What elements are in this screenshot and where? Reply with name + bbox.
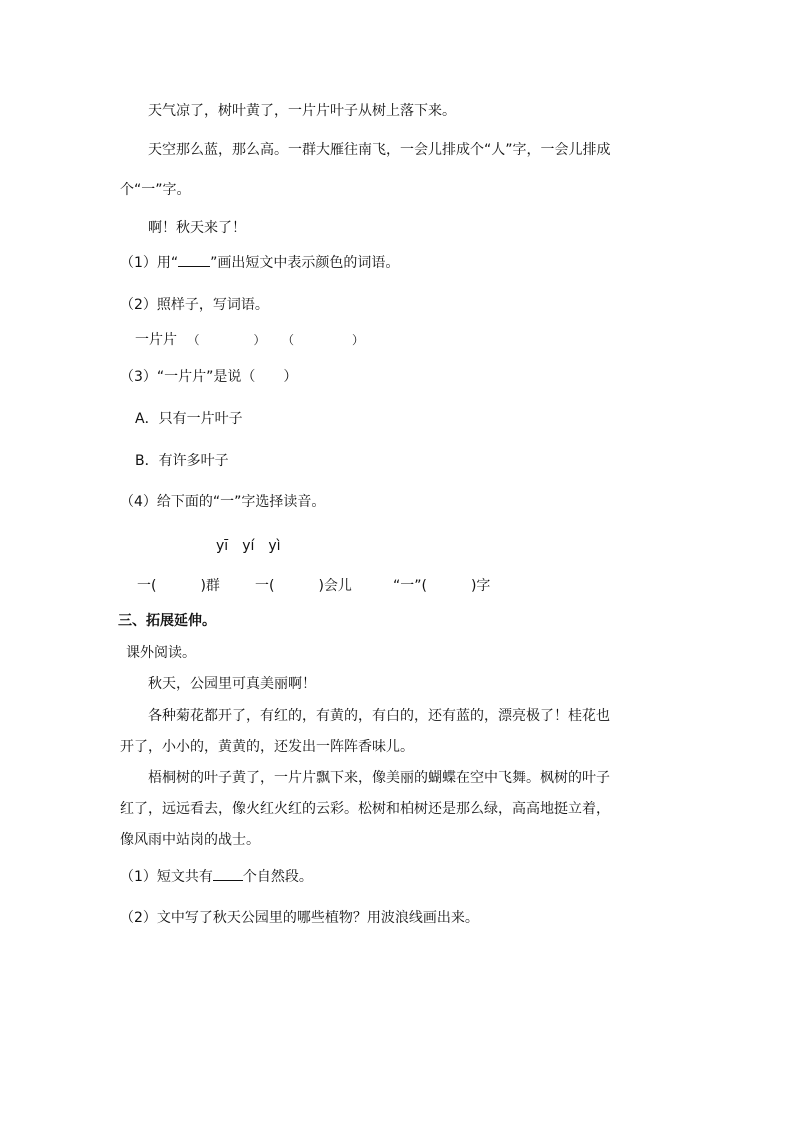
pinyin-item-1 — [137, 576, 220, 596]
question-1-prefix: （1）用“ — [120, 255, 179, 271]
answer-paren-close-1: ） — [253, 333, 266, 347]
item-3-open: “一”( — [393, 578, 427, 594]
passage1-para1: 天气凉了，树叶黄了，一片片叶子从树上落下来。 — [148, 103, 456, 119]
passage1-para2-line2: 个“一”字。 — [120, 182, 191, 198]
option-a[interactable]: A．只有一片叶子 — [135, 411, 243, 427]
passage2-para3-line2: 红了，远远看去，像火红火红的云彩。松树和柏树还是那么绿，高高地挺立着， — [120, 801, 610, 817]
option-b[interactable]: B．有许多叶子 — [135, 453, 229, 469]
answer-paren-open-2: （ — [281, 333, 294, 347]
item-2-open: 一( — [255, 578, 275, 594]
paragraph-count-blank[interactable] — [213, 880, 243, 881]
passage2-para2-line1: 各种菊花都开了，有红的，有黄的，有白的，还有蓝的，漂亮极了！桂花也 — [148, 708, 610, 724]
question-5 — [120, 867, 313, 887]
question-3: （3）“一片片”是说（ ） — [120, 369, 298, 385]
passage2-para3-line1: 梧桐树的叶子黄了，一片片飘下来，像美丽的蝴蝶在空中飞舞。枫树的叶子 — [148, 770, 610, 786]
example-word: 一片片 — [135, 332, 177, 348]
pinyin-options — [216, 536, 281, 556]
passage1-para2-line1: 天空那么蓝，那么高。一群大雁往南飞，一会儿排成个“人”字，一会儿排成 — [148, 142, 611, 158]
pinyin-yi2: yí — [242, 538, 255, 554]
section-3-subtitle: 课外阅读。 — [126, 645, 196, 661]
item-3-close: )字 — [470, 578, 491, 594]
question-6: （2）文中写了秋天公园里的哪些植物？用波浪线画出来。 — [120, 910, 479, 926]
item-1-close: )群 — [200, 578, 220, 594]
item-2-close: )会儿 — [318, 578, 352, 594]
question-5-suffix: 个自然段。 — [242, 869, 313, 885]
item-1-open: 一( — [137, 578, 157, 594]
section-3-title: 三、拓展延伸。 — [118, 613, 216, 629]
pinyin-item-2 — [255, 576, 352, 596]
pinyin-item-3 — [393, 576, 490, 596]
answer-blank[interactable] — [178, 266, 210, 267]
question-1-suffix: ”画出短文中表示颜色的词语。 — [210, 255, 400, 271]
passage1-para3: 啊！秋天来了！ — [148, 220, 246, 236]
question-2-example — [135, 330, 364, 350]
question-4: （4）给下面的“一”字选择读音。 — [120, 494, 326, 510]
passage2-para2-line2: 开了，小小的，黄黄的，还发出一阵阵香味儿。 — [120, 739, 414, 755]
question-1 — [120, 253, 399, 273]
question-2: （2）照样子，写词语。 — [120, 297, 269, 313]
passage2-para3-line3: 像风雨中站岗的战士。 — [120, 832, 260, 848]
question-5-prefix: （1）短文共有 — [120, 869, 213, 885]
passage2-para1: 秋天，公园里可真美丽啊！ — [148, 676, 316, 692]
pinyin-yi1: yī — [216, 538, 229, 554]
pinyin-yi4: yì — [268, 538, 281, 554]
answer-paren-close-2: ） — [351, 333, 364, 347]
answer-paren-open-1: （ — [187, 333, 200, 347]
